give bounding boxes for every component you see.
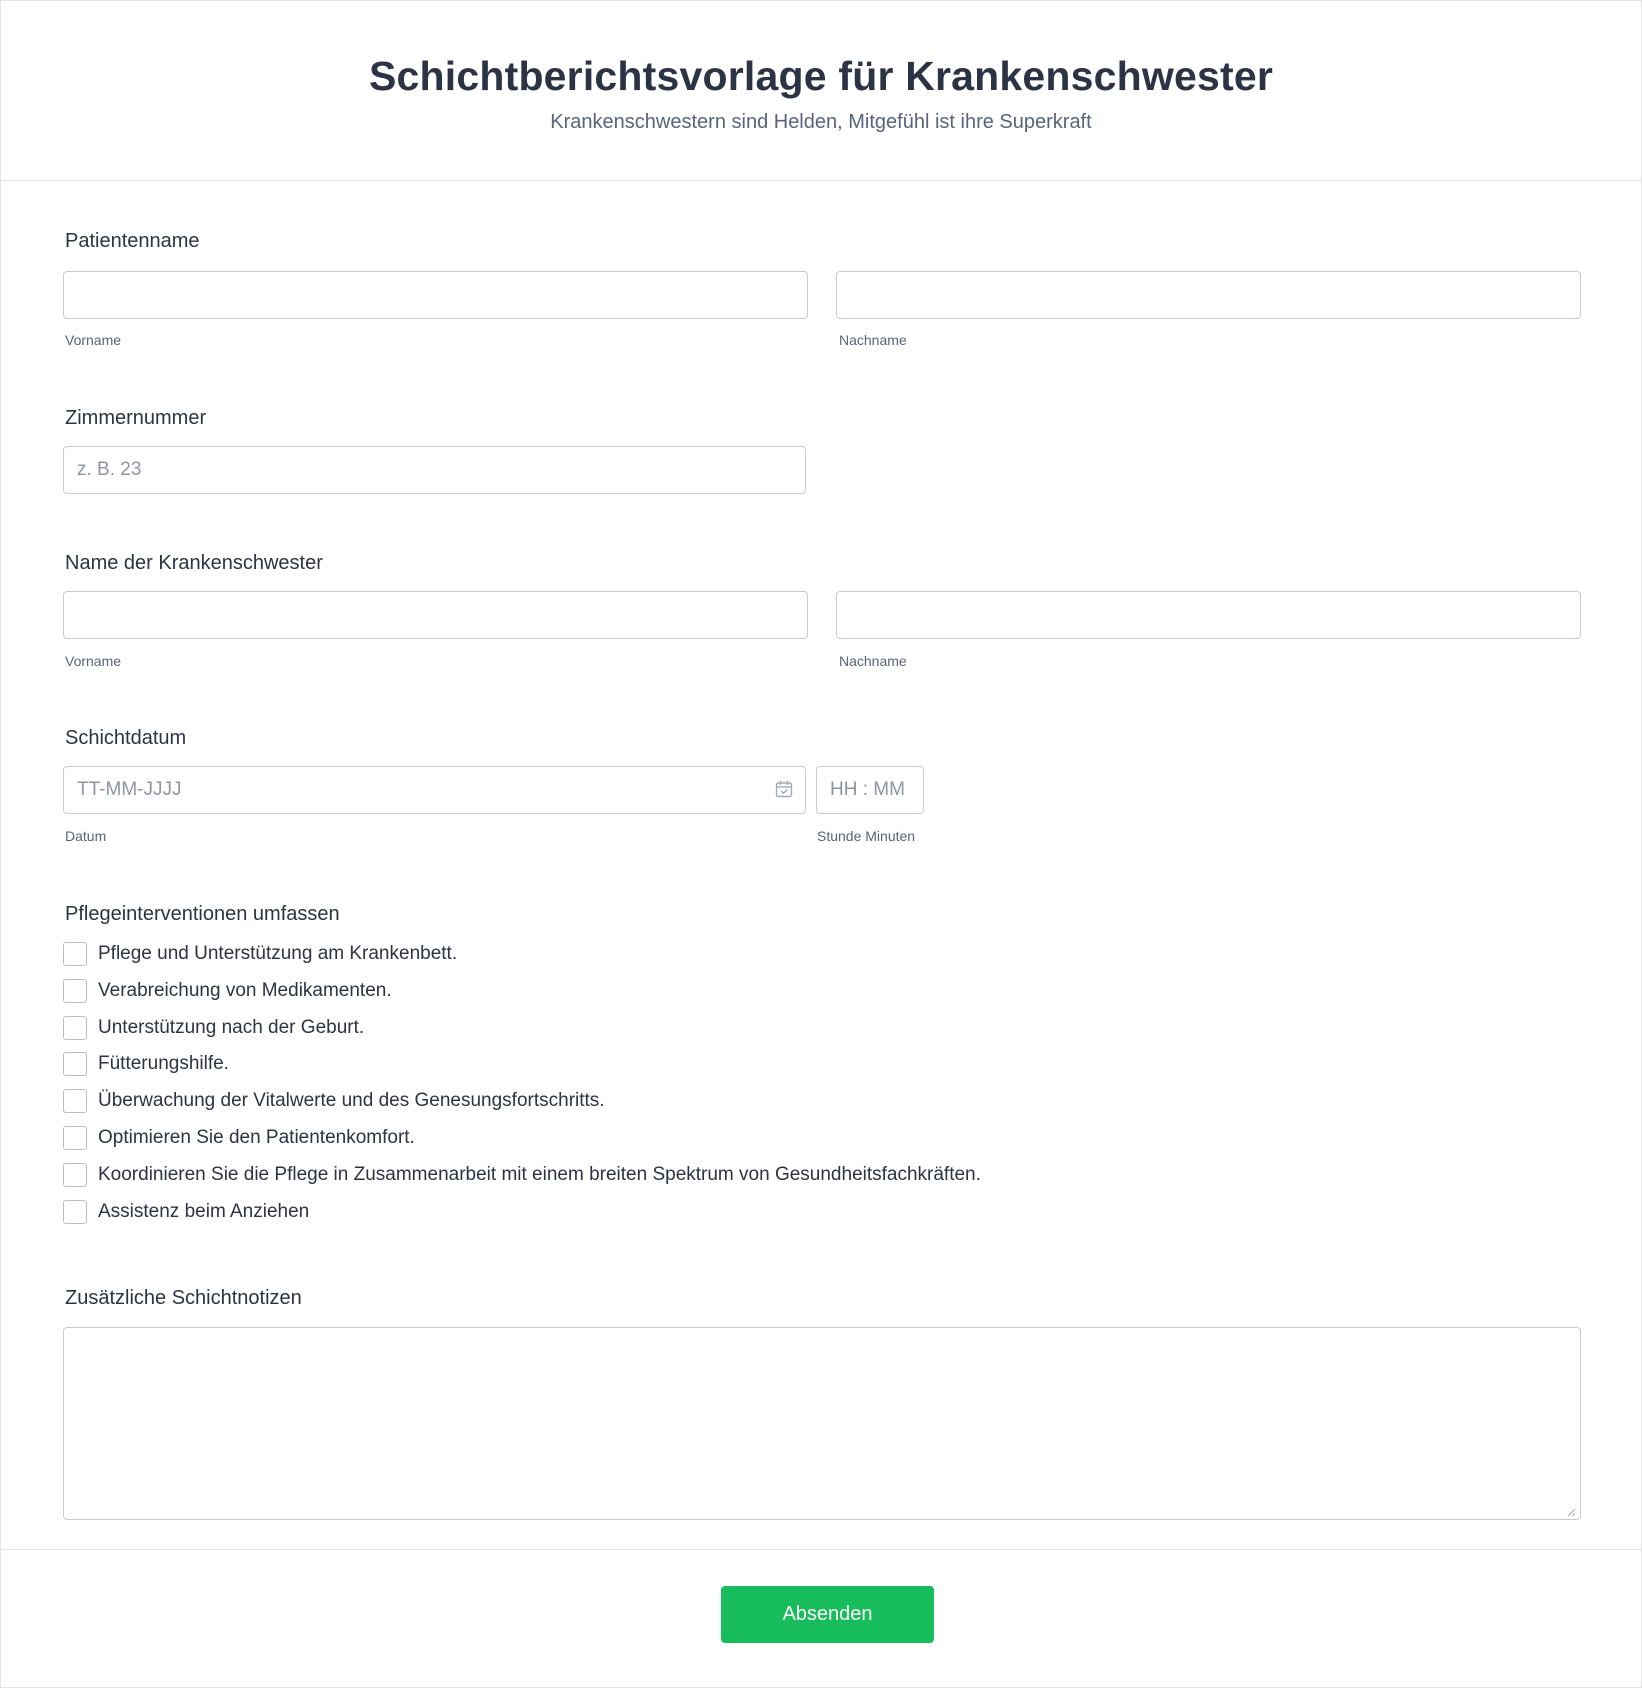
- patient-first-name-sublabel: Vorname: [65, 332, 122, 348]
- patient-name-label: Patientenname: [65, 230, 200, 252]
- intervention-option-label: Pflege und Unterstützung am Krankenbett.: [98, 943, 458, 964]
- intervention-option[interactable]: [63, 941, 457, 967]
- nurse-last-name-sublabel: Nachname: [839, 653, 907, 669]
- intervention-checkbox[interactable]: [63, 1016, 87, 1040]
- intervention-checkbox[interactable]: [63, 1200, 87, 1224]
- form-header: [1, 1, 1641, 181]
- intervention-option[interactable]: [63, 1051, 229, 1077]
- intervention-checkbox[interactable]: [63, 1163, 87, 1187]
- intervention-option-label: Überwachung der Vitalwerte und des Genesungsfortschritts.: [98, 1090, 605, 1111]
- intervention-option[interactable]: [63, 1088, 605, 1114]
- form-title: Schichtberichtsvorlage für Krankenschwester: [368, 53, 1274, 99]
- intervention-option-label: Fütterungshilfe.: [98, 1053, 229, 1074]
- patient-last-name-sublabel: Nachname: [839, 332, 907, 348]
- date-sublabel: Datum: [65, 828, 107, 844]
- intervention-checkbox[interactable]: [63, 942, 87, 966]
- intervention-option[interactable]: [63, 1015, 364, 1041]
- time-sublabel: Stunde Minuten: [817, 828, 916, 844]
- room-number-label: Zimmernummer: [65, 407, 207, 429]
- intervention-option-label: Koordinieren Sie die Pflege in Zusammenarbeit mit einem breiten Spektrum von Gesundheitsfachkräften.: [98, 1164, 981, 1185]
- shift-date-input[interactable]: [63, 766, 806, 814]
- submit-button[interactable]: Absenden: [721, 1586, 934, 1643]
- patient-last-name-input[interactable]: [836, 271, 1581, 319]
- intervention-option-label: Assistenz beim Anziehen: [98, 1201, 310, 1222]
- resize-grip-icon[interactable]: [1566, 1507, 1576, 1517]
- form-footer: [1, 1549, 1641, 1688]
- calendar-icon[interactable]: [775, 780, 793, 798]
- room-number-input[interactable]: [63, 446, 806, 494]
- intervention-option-label: Verabreichung von Medikamenten.: [98, 980, 392, 1001]
- nurse-last-name-input[interactable]: [836, 591, 1581, 639]
- intervention-checkbox[interactable]: [63, 979, 87, 1003]
- form-subtitle: Krankenschwestern sind Helden, Mitgefühl ist ihre Superkraft: [550, 111, 1092, 133]
- intervention-option[interactable]: [63, 1199, 309, 1225]
- shift-date-label: Schichtdatum: [65, 727, 187, 749]
- notes-textarea[interactable]: [63, 1327, 1581, 1520]
- intervention-checkbox[interactable]: [63, 1089, 87, 1113]
- nurse-name-label: Name der Krankenschwester: [65, 552, 323, 574]
- intervention-checkbox[interactable]: [63, 1126, 87, 1150]
- notes-label: Zusätzliche Schichtnotizen: [65, 1287, 302, 1309]
- intervention-checkbox[interactable]: [63, 1052, 87, 1076]
- nurse-first-name-input[interactable]: [63, 591, 808, 639]
- shift-time-input[interactable]: [816, 766, 924, 814]
- interventions-label: Pflegeinterventionen umfassen: [65, 903, 340, 925]
- intervention-option[interactable]: [63, 978, 392, 1004]
- date-field-wrapper: [63, 766, 806, 814]
- intervention-option-label: Unterstützung nach der Geburt.: [98, 1017, 365, 1038]
- intervention-option[interactable]: [63, 1125, 415, 1151]
- nurse-first-name-sublabel: Vorname: [65, 653, 122, 669]
- intervention-option[interactable]: [63, 1162, 981, 1188]
- intervention-option-label: Optimieren Sie den Patientenkomfort.: [98, 1127, 415, 1148]
- patient-first-name-input[interactable]: [63, 271, 808, 319]
